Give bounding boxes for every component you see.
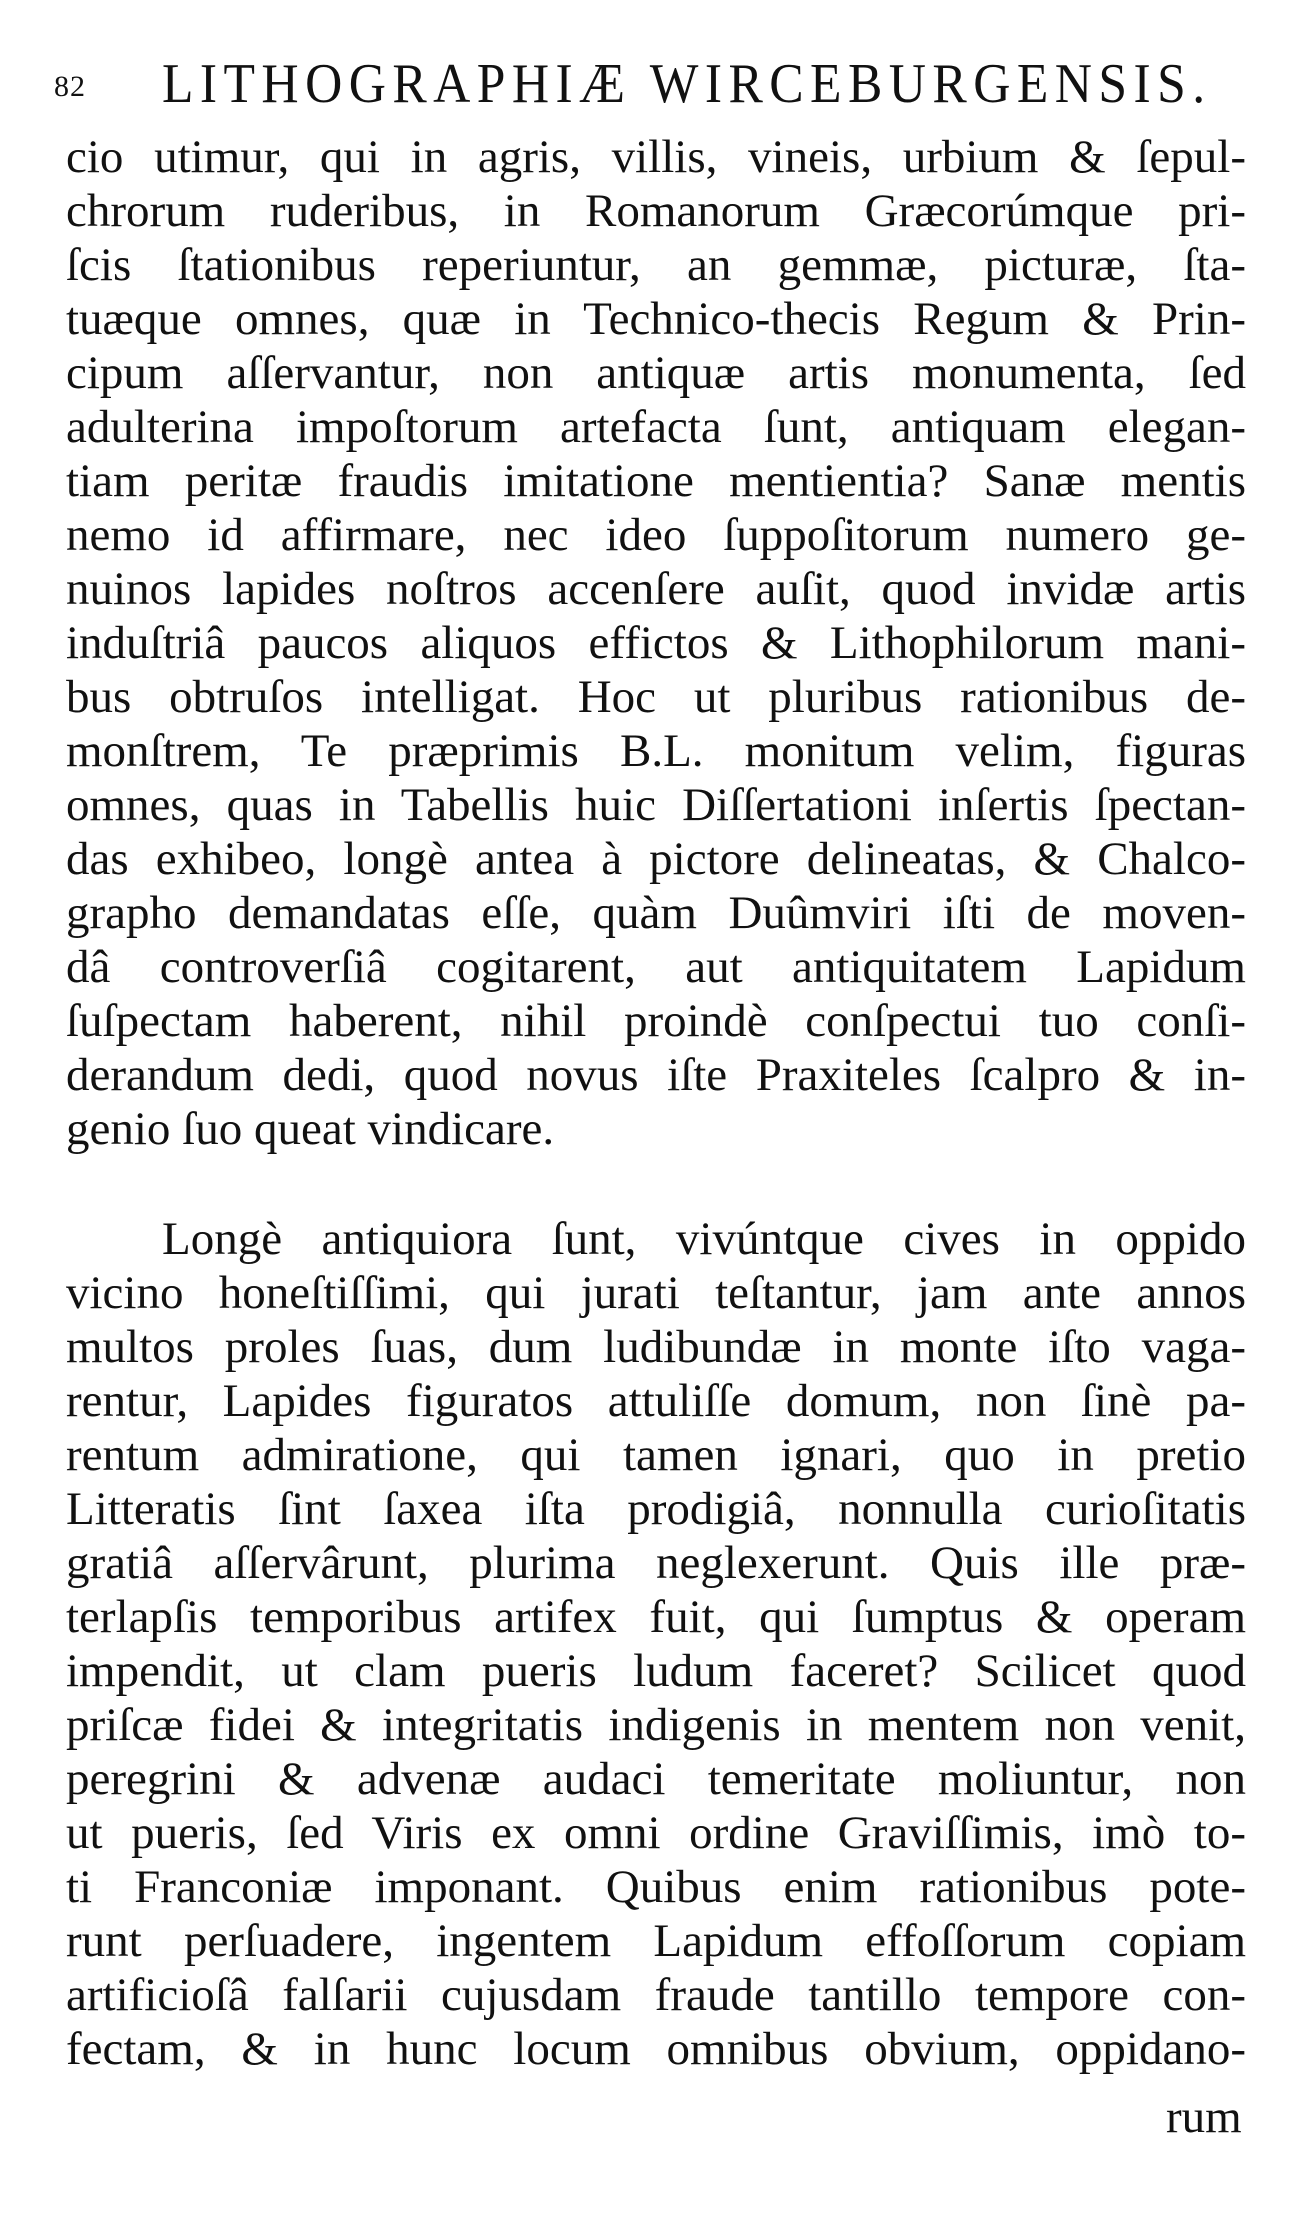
text-line: tuæque omnes, quæ in Technico-thecis Regum & Prin- (66, 293, 1246, 345)
text-line: terlapſis temporibus artifex fuit, qui ſumptus & operam (66, 1591, 1246, 1643)
text-line: multos proles ſuas, dum ludibundæ in monte iſto vaga- (66, 1321, 1246, 1373)
catchword: rum (1166, 2091, 1242, 2143)
paragraph-gap (66, 1156, 1246, 1212)
text-line: grapho demandatas eſſe, quàm Duûmviri iſti de moven- (66, 887, 1246, 939)
text-line: ti Franconiæ imponant. Quibus enim rationibus pote- (66, 1861, 1246, 1913)
text-line: adulterina impoſtorum artefacta ſunt, antiquam elegan- (66, 401, 1246, 453)
text-line: priſcæ fidei & integritatis indigenis in mentem non venit, (66, 1699, 1246, 1751)
text-line: bus obtruſos intelligat. Hoc ut pluribus rationibus de- (66, 671, 1246, 723)
text-line: genio ſuo queat vindicare. (66, 1103, 555, 1155)
text-line: ſuſpectam haberent, nihil proindè conſpectui tuo conſi- (66, 995, 1246, 1047)
body-text (66, 130, 1246, 2076)
text-line: Longè antiquiora ſunt, vivúntque cives in oppido (162, 1213, 1246, 1265)
text-line: impendit, ut clam pueris ludum faceret? Scilicet quod (66, 1645, 1246, 1697)
text-line: cio utimur, qui in agris, villis, vineis, urbium & ſepul- (66, 131, 1246, 183)
text-line: ut pueris, ſed Viris ex omni ordine Graviſſimis, imò to- (66, 1807, 1246, 1859)
text-line: peregrini & advenæ audaci temeritate moliuntur, non (66, 1753, 1246, 1805)
page-header (54, 52, 1254, 122)
text-line: ſcis ſtationibus reperiuntur, an gemmæ, picturæ, ſta- (66, 239, 1246, 291)
text-line: nuinos lapides noſtros accenſere auſit, quod invidæ artis (66, 563, 1246, 615)
paragraph-1 (66, 130, 1246, 1156)
text-line: induſtriâ paucos aliquos effictos & Lithophilorum mani- (66, 617, 1246, 669)
text-line: dâ controverſiâ cogitarent, aut antiquitatem Lapidum (66, 941, 1246, 993)
text-line: derandum dedi, quod novus iſte Praxiteles ſcalpro & in- (66, 1049, 1246, 1101)
text-line: tiam peritæ fraudis imitatione mentientia? Sanæ mentis (66, 455, 1246, 507)
text-line: monſtrem, Te præprimis B.L. monitum velim, figuras (66, 725, 1246, 777)
text-line: omnes, quas in Tabellis huic Diſſertationi inſertis ſpectan- (66, 779, 1246, 831)
text-line: Litteratis ſint ſaxea iſta prodigiâ, nonnulla curioſitatis (66, 1483, 1246, 1535)
text-line: rentur, Lapides figuratos attuliſſe domum, non ſinè pa- (66, 1375, 1246, 1427)
text-line: fectam, & in hunc locum omnibus obvium, oppidano- (66, 2023, 1246, 2075)
text-line: rentum admiratione, qui tamen ignari, quo in pretio (66, 1429, 1246, 1481)
paragraph-2 (66, 1212, 1246, 2076)
text-line: gratiâ aſſervârunt, plurima neglexerunt. Quis ille præ- (66, 1537, 1246, 1589)
text-line: runt perſuadere, ingentem Lapidum effoſſorum copiam (66, 1915, 1246, 1967)
text-line: artificioſâ falſarii cujusdam fraude tantillo tempore con- (66, 1969, 1246, 2021)
text-line: das exhibeo, longè antea à pictore delineatas, & Chalco- (66, 833, 1246, 885)
page-number: 82 (54, 70, 86, 103)
text-line: vicino honeſtiſſimi, qui jurati teſtantur, jam ante annos (66, 1267, 1246, 1319)
text-line: nemo id affirmare, nec ideo ſuppoſitorum numero ge- (66, 509, 1246, 561)
running-title: LITHOGRAPHIÆ WIRCEBURGENSIS. (162, 53, 1212, 115)
text-line: cipum aſſervantur, non antiquæ artis monumenta, ſed (66, 347, 1246, 399)
text-line: chrorum ruderibus, in Romanorum Græcorúmque pri- (66, 185, 1246, 237)
